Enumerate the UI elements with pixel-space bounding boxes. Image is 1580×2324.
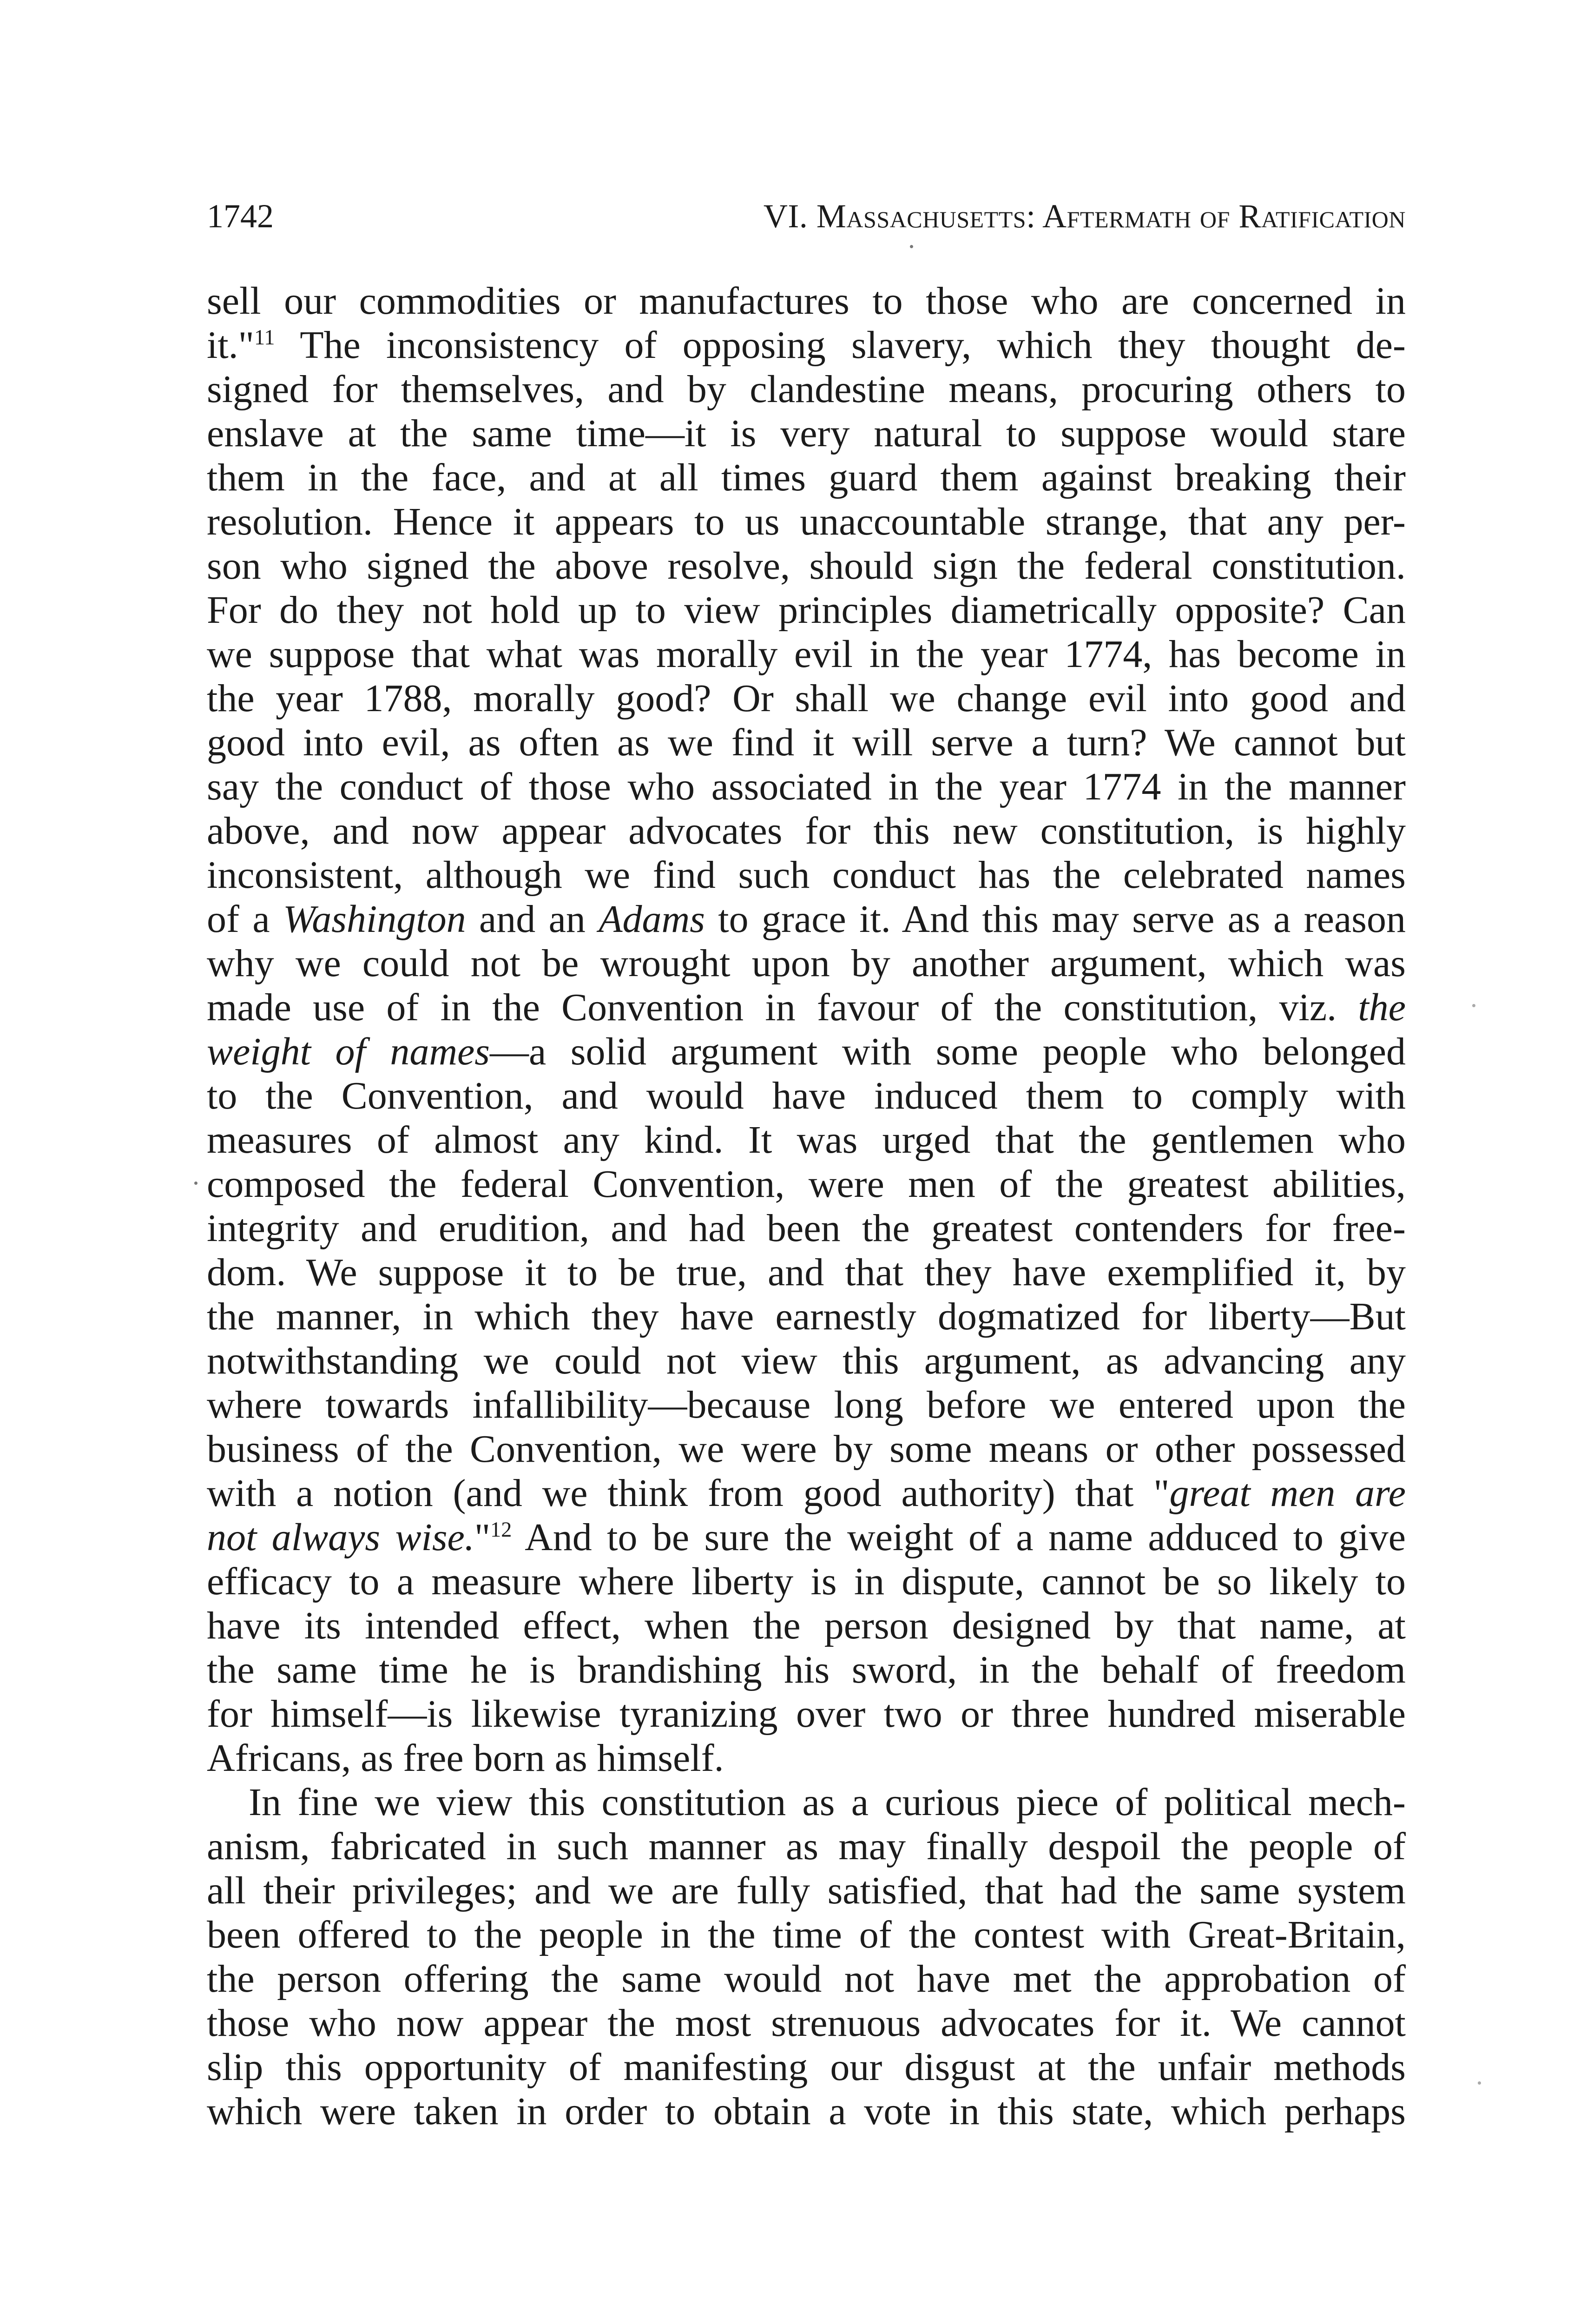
text-line: Africans, as free born as himself. (207, 1736, 724, 1780)
italic-phrase: weight of names (207, 1030, 490, 1073)
running-head (207, 193, 1406, 239)
section-prefix: VI. (763, 198, 816, 235)
text-line: integrity and erudition, and had been the greatest contenders for free- (207, 1207, 1406, 1250)
section-title (764, 193, 1406, 239)
text-line: enslave at the same time—it is very natural to suppose would stare (207, 412, 1406, 455)
text-line: have its intended effect, when the person designed by that name, at (207, 1604, 1406, 1647)
text-line: where towards infallibility—because long before we entered upon the (207, 1383, 1406, 1426)
page-number: 1742 (207, 198, 274, 235)
text-line: resolution. Hence it appears to us unaccountable strange, that any per- (207, 500, 1406, 543)
text-line: composed the federal Convention, were men of the greatest abilities, (207, 1162, 1406, 1206)
italic-phrase: the (1358, 986, 1406, 1029)
italic-name: Washington (283, 898, 466, 941)
text-line: signed for themselves, and by clandestine means, procuring others to (207, 368, 1406, 411)
text-line: to the Convention, and would have induced them to comply with (207, 1074, 1406, 1117)
italic-name: Adams (599, 898, 705, 941)
text-line: those who now appear the most strenuous advocates for it. We cannot (207, 2001, 1406, 2045)
text-line: anism, fabricated in such manner as may finally despoil the people of (207, 1825, 1406, 1868)
text-line: inconsistent, although we find such conduct has the celebrated names (207, 853, 1406, 897)
text-line: sell our commodities or manufactures to those who are concerned in (207, 279, 1406, 323)
text-line: why we could not be wrought upon by another argument, which was (207, 942, 1406, 985)
scan-speck (194, 1182, 198, 1185)
scan-speck (1472, 1004, 1475, 1007)
text-line: not always wise."$^{12}$ And to be sure the weight of a name adduced to give (207, 1516, 1406, 1559)
text-line: of a Washington and an Adams to grace it. And this may serve as a reason (207, 898, 1406, 941)
text-line: son who signed the above resolve, should sign the federal constitution. (207, 544, 1406, 588)
text-line: good into evil, as often as we find it will serve a turn? We cannot but (207, 721, 1406, 764)
body-text (207, 279, 1406, 2133)
text-line: notwithstanding we could not view this argument, as advancing any (207, 1339, 1406, 1382)
text-line: efficacy to a measure where liberty is in dispute, cannot be so likely to (207, 1560, 1406, 1603)
text-line: above, and now appear advocates for this new constitution, is highly (207, 809, 1406, 852)
section-title-text: Massachusetts: Aftermath of Ratification (816, 198, 1406, 235)
scan-speck (910, 245, 913, 248)
text-line: the same time he is brandishing his sword, in the behalf of freedom (207, 1648, 1406, 1691)
text-line: weight of names—a solid argument with some people who belonged (207, 1030, 1406, 1073)
text-line: measures of almost any kind. It was urged that the gentlemen who (207, 1118, 1406, 1162)
text-line: made use of in the Convention in favour of the constitution, viz. the (207, 986, 1406, 1029)
text-line: slip this opportunity of manifesting our disgust at the unfair methods (207, 2046, 1406, 2089)
text-line: with a notion (and we think from good authority) that "great men are (207, 1472, 1406, 1515)
text-line: business of the Convention, we were by some means or other possessed (207, 1427, 1406, 1471)
text-line: for himself—is likewise tyranizing over two or three hundred miserable (207, 1692, 1406, 1736)
footnote-marker: 11 (254, 325, 275, 349)
text-line: been offered to the people in the time of the contest with Great-Britain, (207, 1913, 1406, 1956)
footnote-marker: 12 (490, 1518, 512, 1541)
text-line: the manner, in which they have earnestly dogmatized for liberty—But (207, 1295, 1406, 1338)
text-line: it."$^{11}$ The inconsistency of opposing slavery, which they thought de- (207, 324, 1406, 367)
italic-phrase: not always wise. (207, 1516, 474, 1559)
text-line: all their privileges; and we are fully satisfied, that had the same system (207, 1869, 1406, 1912)
italic-phrase: great men are (1169, 1472, 1406, 1515)
text-line: which were taken in order to obtain a vote in this state, which perhaps (207, 2090, 1406, 2133)
scan-speck (1478, 2081, 1481, 2085)
text-line: we suppose that what was morally evil in the year 1774, has become in (207, 633, 1406, 676)
text-line: the year 1788, morally good? Or shall we change evil into good and (207, 677, 1406, 720)
text-line: the person offering the same would not have met the approbation of (207, 1957, 1406, 2000)
text-line: them in the face, and at all times guard them against breaking their (207, 456, 1406, 499)
text-line: say the conduct of those who associated in the year 1774 in the manner (207, 765, 1406, 808)
text-line: For do they not hold up to view principles diametrically opposite? Can (207, 588, 1406, 632)
text-line: dom. We suppose it to be true, and that they have exemplified it, by (207, 1251, 1406, 1294)
text-line: In fine we view this constitution as a curious piece of political mech- (249, 1781, 1406, 1824)
